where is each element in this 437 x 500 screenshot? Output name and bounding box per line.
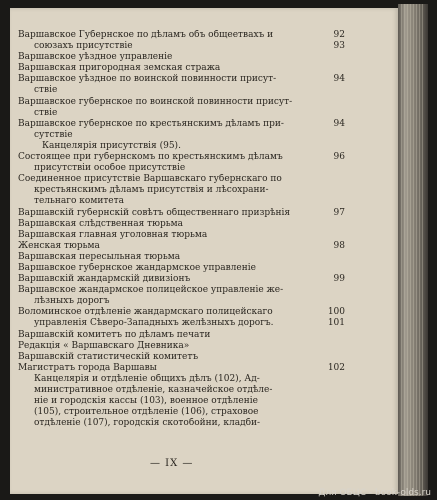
toc-line: Канцелярія присутствія (95).: [42, 140, 181, 151]
toc-line: Варшавское уѣздное управленіе: [18, 52, 173, 63]
toc-line: Варшавскій губернскій совѣтъ общественнаго призрѣнія: [18, 207, 291, 218]
toc-line: (105), строительное отдѣленіе (106), страховое: [34, 407, 259, 418]
page-number-column: [305, 30, 345, 429]
toc-line: лѣзныхъ дорогъ: [34, 296, 110, 307]
page-number: [305, 52, 345, 63]
toc-line: Варшавское жандармское полицейское управленіе же-: [18, 285, 284, 296]
page-number: [305, 130, 345, 141]
toc-line: присутствіи особое присутствіе: [34, 163, 186, 174]
page-number: [305, 252, 345, 263]
toc-line: тельнаго комитета: [34, 196, 124, 207]
toc-line: Варшавскій жандармскій дивизіонъ: [18, 274, 191, 285]
toc-line: союзахъ присутствіе: [34, 41, 133, 52]
page-number: [305, 174, 345, 185]
page-number: [305, 374, 345, 385]
page-number: [305, 330, 345, 341]
page-number: 93: [333, 41, 345, 52]
page-number: [305, 108, 345, 119]
page-number: [305, 285, 345, 296]
page-number: 96: [333, 152, 345, 163]
toc-line: Варшавское губернское по воинской повинности присут-: [18, 96, 293, 107]
toc-line: Соединенное присутствіе Варшавскаго губернскаго по: [18, 174, 282, 185]
table-of-contents: [18, 30, 308, 429]
page-number: 99: [333, 274, 345, 285]
toc-line: Варшавская пригородная земская стража: [18, 63, 221, 74]
toc-line: Варшавская слѣдственная тюрьма: [18, 218, 183, 229]
toc-line: Магистратъ города Варшавы: [18, 362, 157, 373]
page-number: [305, 230, 345, 241]
toc-line: управленія Сѣверо-Западныхъ желѣзныхъ дорогъ.: [34, 318, 274, 329]
page-number: [305, 385, 345, 396]
page-edge-line: [410, 4, 411, 496]
page-number: [305, 396, 345, 407]
toc-line: Воломинское отдѣленіе жандармскаго полицейскаго: [18, 307, 273, 318]
toc-line: ствіе: [34, 85, 58, 96]
toc-line: Редакція « Варшавскаго Дневника»: [18, 340, 190, 351]
page-number: [305, 341, 345, 352]
page-edge-line: [401, 4, 402, 496]
page-edge-line: [416, 4, 417, 496]
page-number: [305, 141, 345, 152]
page-edge-line: [422, 4, 423, 496]
page-number: 97: [333, 207, 345, 218]
page-number: 102: [327, 362, 345, 373]
page-number: [305, 219, 345, 230]
toc-line: Канцелярія и отдѣленіе общихъ дѣлъ (102), Ад-: [34, 373, 260, 384]
toc-line: крестьянскимъ дѣламъ присутствія и лѣсохрани-: [34, 185, 269, 196]
page-number: [305, 196, 345, 207]
page-number: [305, 185, 345, 196]
page-number: [305, 163, 345, 174]
page-number: [305, 263, 345, 274]
page-number: 94: [333, 118, 345, 129]
toc-line: ствіе: [34, 107, 58, 118]
page-number: [305, 352, 345, 363]
page-edge-line: [419, 4, 420, 496]
page-number: [305, 63, 345, 74]
toc-line: Варшавское Губернское по дѣламъ объ общеетвахъ и: [18, 30, 274, 40]
page-number: 100: [327, 307, 345, 318]
toc-line: Варшавское уѣздное по воинской повинности присут-: [18, 74, 277, 85]
toc-line: Женская тюрьма: [18, 240, 100, 251]
page-number: [305, 97, 345, 108]
toc-line: отдѣленіе (107), городскія скотобойни, кладби-: [34, 418, 261, 429]
toc-line: ніе и городскія кассы (103), военное отдѣленіе: [34, 396, 258, 407]
toc-line: Варшавскій статистическій комитетъ: [18, 351, 199, 362]
toc-line: Варшавская главная уголовная тюрьма: [18, 229, 208, 240]
toc-line: Варшавское губернское жандармское управленіе: [18, 262, 256, 273]
page-number: 92: [333, 30, 345, 40]
toc-line: Варшавское губернское по крестьянскимъ дѣламъ при-: [18, 118, 284, 129]
page-number: 94: [333, 74, 345, 85]
toc-line: Варшавская пересыльная тюрьма: [18, 251, 181, 262]
page-edge-line: [413, 4, 414, 496]
page-number: 101: [327, 318, 345, 329]
toc-line: сутствіе: [34, 129, 73, 140]
toc-line: Состоящее при губернскомъ по крестьянскимъ дѣламъ: [18, 152, 283, 163]
page-number: [305, 418, 345, 429]
page-number: [305, 85, 345, 96]
toc-line: министративное отдѣленіе, казначейское отдѣле-: [34, 385, 273, 395]
page-number: [305, 296, 345, 307]
page-number: 98: [333, 240, 345, 251]
toc-line: Варшавскій комитетъ по дѣламъ печати: [18, 329, 211, 340]
page-folio: — IX —: [150, 458, 194, 469]
page-number: [305, 407, 345, 418]
page-edge-line: [407, 4, 408, 496]
watermark: Для ОБЦС - book-olds.ru: [318, 488, 431, 498]
page-edge-line: [404, 4, 405, 496]
